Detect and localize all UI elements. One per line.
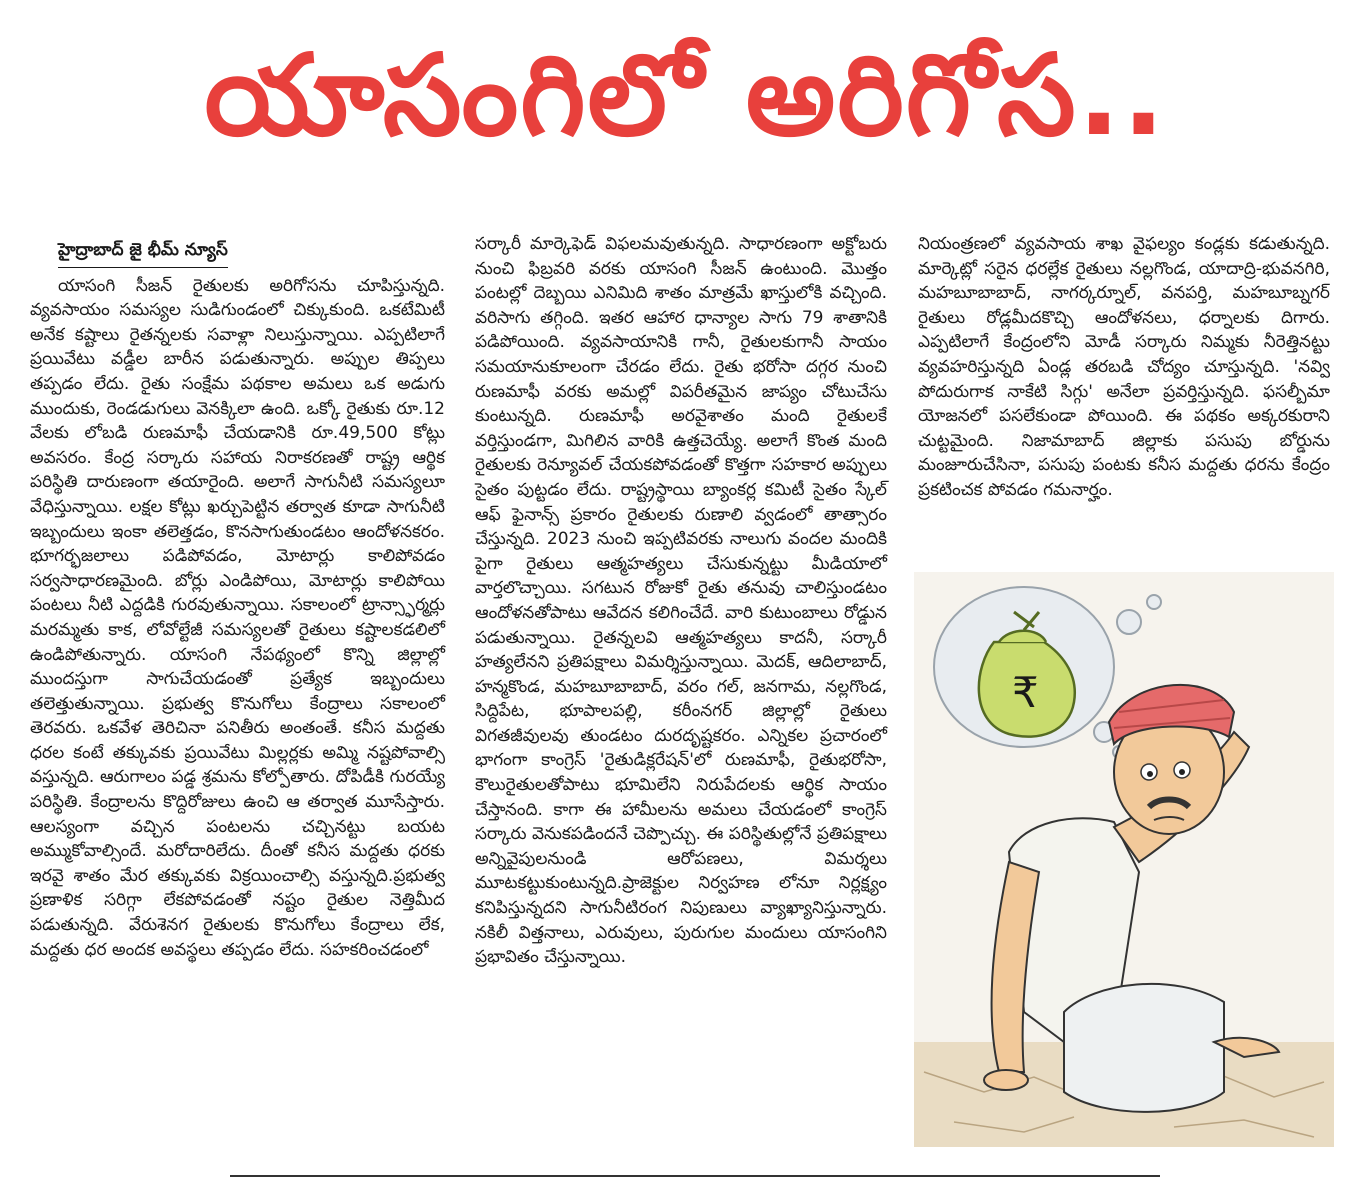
headline-text: యాసంగిలో అరిగోస.. [204, 31, 1167, 161]
cartoon-illustration [914, 572, 1334, 1147]
byline: హైద్రాబాద్ జై భీమ్ న్యూస్ [58, 238, 228, 268]
article-text-2: సర్కారీ మార్కెఫెడ్ విఫలమవుతున్నది. సాధారణంగా అక్టోబరు నుంచి ఫిబ్రవరి వరకు యాసంగి సీజన్ ఉంటుంది. మొత్తం పంటల్లో దెబ్బయి ఎనిమిది శాతం మాత్రమే ఖాస్తులోకి వచ్చింది. వరిసాగు తగ్గింది. ఇతర ఆహార ధాన్యాల సాగు 79 శాతానికి పడిపోయింది. వ్యవసాయానికి గానీ, రైతులకుగానీ సాయం సమయానుకూలంగా చేరడం లేదు. రైతు భరోసా దగ్గర నుంచి రుణమాఫీ వరకు అమల్లో విపరీతమైన జాప్యం చోటుచేసు కుంటున్నది. రుణమాఫీ అరవైశాతం మంది రైతులకే వర్తిస్తుండగా, మిగిలిన వారికి ఉత్తచెయ్యే. అలాగే కొంత మంది రైతులకు రెన్యూవల్ చేయకపోవడంతో కొత్తగా సహకార అప్పులు సైతం పుట్టడం లేదు. రాష్ట్రస్థాయి బ్యాంకర్ల కమిటీ సైతం స్కేల్ ఆఫ్ ఫైనాన్స్ ప్రకారం రైతులకు రుణాలి వ్వడంలో తాత్సారం చేస్తున్నది. 2023 నుంచి ఇప్పటివరకు నాలుగు వందల మందికి పైగా రైతులు ఆత్మహత్యలు చేసుకున్నట్టు మీడియాలో వార్తలొచ్చాయి. సగటున రోజుకో రైతు తనువు చాలిస్తుండటం ఆందోళనతోపాటు ఆవేదన కలిగించేదే. వారి కుటుంబాలు రోడ్డున పడుతున్నాయి. రైతన్నలవి ఆత్మహత్యలు కాదనీ, సర్కారీ హత్యలేనని ప్రతిపక్షాలు విమర్శిస్తున్నాయి. మెదక్, ఆదిలాబాద్, హన్మకొండ, మహబూబాబాద్, వరం గల్, జనగామ, నల్లగొండ, సిద్దిపేట, భూపాలపల్లి, కరీంనగర్ జిల్లాల్లో రైతులు విగతజీవులవు తుండటం దురదృష్టకరం. ఎన్నికల ప్రచారంలో భాగంగా కాంగ్రెస్ 'రైతుడిక్లరేషన్'లో రుణమాఫీ, రైతుభరోసా, కౌలురైతులతోపాటు భూమిలేని నిరుపేదలకు ఆర్థిక సాయం చేస్తానంది. కాగా ఈ హామీలను అమలు చేయడంలో కాంగ్రెస్ సర్కారు వెనుకపడిందనే చెప్పొచ్చు. ఈ పరిస్థితుల్లోనే ప్రతిపక్షాలు అన్నివైపులనుండి ఆరోపణలు, విమర్శలు మూటకట్టుకుంటున్నది.ప్రాజెక్టుల నిర్వహణ లోనూ నిర్లక్ష్యం కనిపిస్తున్నదని సాగునీటిరంగ నిపుణులు వ్యాఖ్యానిస్తున్నారు. నకిలీ విత్తనాలు, ఎరువులు, పురుగుల మందులు యాసంగిని ప్రభావితం చేస్తున్నాయి. [475, 234, 887, 968]
headline [0, 20, 1371, 200]
svg-text:₹: ₹ [1012, 668, 1039, 717]
bottom-divider [230, 1175, 1160, 1177]
article-column-2 [475, 232, 887, 970]
article-column-3 [918, 232, 1330, 503]
farmer-icon [914, 572, 1334, 1147]
article-text-3: నియంత్రణలో వ్యవసాయ శాఖ వైఫల్యం కండ్లకు కడుతున్నది. మార్కెట్లో సరైన ధరల్లేక రైతులు నల్లగొండ, యాదాద్రి-భువనగిరి, మహబూబాబాద్, నాగర్కర్నూల్, వనపర్తి, మహబూబ్నగర్ రైతులు రోడ్లమీదకొచ్చి ఆందోళనలు, ధర్నాలకు దిగారు. ఎప్పటిలాగే కేంద్రంలోని మోడీ సర్కారు నిమ్మకు నీరెత్తినట్టు వ్యవహరిస్తున్నది ఏండ్ల తరబడి చోద్యం చూస్తున్నది. 'నవ్వి పోదురుగాక నాకేటి సిగ్గు' అనేలా ప్రవర్తిస్తున్నది. ఫసల్బీమా యోజనలో పసలేకుండా పోయింది. ఈ పథకం అక్కరకురాని చుట్టమైంది. నిజామాబాద్ జిల్లాకు పసుపు బోర్డును మంజూరుచేసినా, పసుపు పంటకు కనీస మద్దతు ధరను కేంద్రం ప్రకటించక పోవడం గమనార్హం. [918, 234, 1330, 500]
article-text-1: యాసంగి సీజన్ రైతులకు అరిగోసను చూపిస్తున్నది. వ్యవసాయం సమస్యల సుడిగుండంలో చిక్కుకుంది. ఒకటేమిటీ అనేక కష్టాలు రైతన్నలకు సవాళ్లా నిలుస్తున్నాయి. ఎప్పటిలాగే ప్రయివేటు వడ్డీల బారీన పడుతున్నారు. అప్పుల తిప్పలు తప్పడం లేదు. రైతు సంక్షేమ పథకాల అమలు ఒక అడుగు ముందుకు, రెండడుగులు వెనక్కిలా ఉంది. ఒక్కో రైతుకు రూ.12 వేలకు లోబడి రుణమాఫీ చేయడానికి రూ.49,500 కోట్లు అవసరం. కేంద్ర సర్కారు సహాయ నిరాకరణతో రాష్ట్ర ఆర్థిక పరిస్థితి దారుణంగా తయారైంది. అలాగే సాగునీటి సమస్యలూ వేధిస్తున్నాయి. లక్షల కోట్లు ఖర్చుపెట్టిన తర్వాత కూడా సాగునీటి ఇబ్బందులు ఇంకా తలెత్తడం, కొనసాగుతుండటం ఆందోళనకరం. భూగర్భజలాలు పడిపోవడం, మోటార్లు కాలిపోవడం సర్వసాధారణమైంది. బోర్లు ఎండిపోయి, మోటార్లు కాలిపోయి పంటలు నీటి ఎద్దడికి గురవుతున్నాయి. సకాలంలో ట్రాన్స్ఫార్మర్లు మరమ్మతు కాక, లోవోల్టేజీ సమస్యలతో రైతులు కష్టాలకడలిలో ఉండిపోతున్నారు. యాసంగి నేపథ్యంలో కొన్ని జిల్లాల్లో ముందస్తుగా సాగుచేయడంతో ప్రత్యేక ఇబ్బందులు తలెత్తుతున్నాయి. ప్రభుత్వ కొనుగోలు కేంద్రాలు సకాలంలో తెరవరు. ఒకవేళ తెరిచినా పనితీరు అంతంతే. కనీస మద్దతు ధరల కంటే తక్కువకు ప్రయివేటు మిల్లర్లకు అమ్మి నష్టపోవాల్సి వస్తున్నది. ఆరుగాలం పడ్డ శ్రమను కోల్పోతారు. దోపిడీకి గురయ్యే పరిస్థితి. కేంద్రాలను కొద్దిరోజులు ఉంచి ఆ తర్వాత మూసేస్తారు. ఆలస్యంగా వచ్చిన పంటలను చచ్చినట్టు బయట అమ్ముకోవాల్సిందే. మరోదారిలేదు. దీంతో కనీస మద్దతు ధరకు ఇరవై శాతం మేర తక్కువకు విక్రయించాల్సి వస్తున్నది.ప్రభుత్వ ప్రణాళిక సరిగ్గా లేకపోవడంతో నష్టం రైతుల నెత్తిమీద పడుతున్నది. వేరుశెనగ రైతులకు కొనుగోలు కేంద్రాలు లేక, మద్దతు ధర అందక అవస్థలు తప్పడం లేదు. సహకరించడంలో [30, 275, 445, 960]
article-column-1 [30, 238, 445, 962]
